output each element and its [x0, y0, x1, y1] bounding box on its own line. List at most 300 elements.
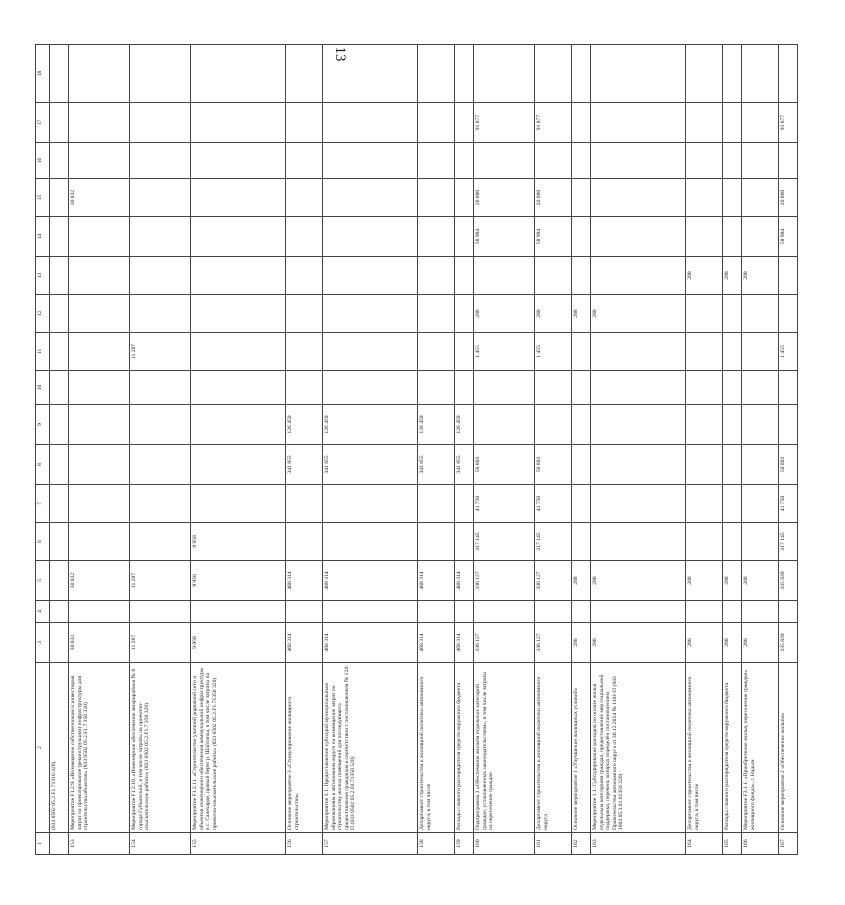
value-cell	[69, 523, 130, 561]
value-cell	[455, 179, 474, 217]
value-cell	[323, 143, 418, 179]
row-number-cell: 165	[723, 833, 742, 855]
value-cell: 288	[686, 257, 723, 295]
row-name-cell: Основное мероприятие 1 «Улучшение жилищных условий»	[572, 663, 591, 833]
table-row	[742, 45, 779, 855]
row-number-cell: 160	[474, 833, 535, 855]
value-cell	[572, 179, 591, 217]
value-cell	[191, 143, 286, 179]
value-cell	[779, 601, 798, 623]
value-cell	[686, 295, 723, 333]
value-cell	[191, 103, 286, 143]
value-cell	[50, 485, 69, 523]
table-row	[591, 45, 686, 855]
row-number-cell: 155	[191, 833, 286, 855]
value-cell	[742, 103, 779, 143]
value-cell	[50, 601, 69, 623]
value-cell	[130, 257, 191, 295]
value-cell	[418, 257, 455, 295]
value-cell	[191, 601, 286, 623]
value-cell: 288	[591, 623, 686, 663]
table-row	[572, 45, 591, 855]
value-cell	[50, 103, 69, 143]
value-cell	[535, 45, 572, 103]
value-cell	[474, 45, 535, 103]
value-cell: 288	[723, 561, 742, 601]
value-cell	[418, 485, 455, 523]
value-cell	[591, 45, 686, 103]
value-cell	[686, 333, 723, 371]
value-cell	[455, 371, 474, 405]
value-cell	[286, 371, 323, 405]
value-cell	[455, 45, 474, 103]
value-cell	[591, 485, 686, 523]
value-cell: 288	[723, 623, 742, 663]
value-cell	[323, 371, 418, 405]
value-cell: 468 314	[418, 623, 455, 663]
value-cell	[323, 257, 418, 295]
value-cell: 336 127	[474, 561, 535, 601]
value-cell: 288	[535, 295, 572, 333]
column-header: 10	[36, 371, 50, 405]
value-cell	[191, 371, 286, 405]
value-cell	[591, 523, 686, 561]
value-cell	[742, 445, 779, 485]
value-cell: 58 984	[474, 217, 535, 257]
table-row	[474, 45, 535, 855]
page-number: 13	[332, 46, 348, 62]
value-cell	[323, 333, 418, 371]
value-cell	[50, 333, 69, 371]
column-header: 16	[36, 143, 50, 179]
column-header: 1	[36, 833, 50, 855]
value-cell	[572, 103, 591, 143]
row-name-cell: Мероприятие F1.2.10. «Инженерное обеспечение микрорайона № 8 города Губкинский, в том числе затраты на проектно-изыскательские работы» (833 0502 05.2.F1.7 350 320)	[130, 663, 191, 833]
value-cell	[591, 179, 686, 217]
row-name-cell: Расходы главного распорядителя средств окружного бюджета	[723, 663, 742, 833]
table-row	[686, 45, 723, 855]
value-cell: 50 003	[535, 445, 572, 485]
column-header: 11	[36, 333, 50, 371]
row-number-cell: 153	[69, 833, 130, 855]
value-cell	[591, 371, 686, 405]
value-cell	[323, 217, 418, 257]
value-cell	[418, 103, 455, 143]
value-cell: 1 455	[535, 333, 572, 371]
value-cell	[50, 445, 69, 485]
value-cell: 58 984	[535, 217, 572, 257]
value-cell	[572, 45, 591, 103]
value-cell	[130, 523, 191, 561]
value-cell	[723, 45, 742, 103]
value-cell	[742, 143, 779, 179]
value-cell	[191, 333, 286, 371]
value-cell	[572, 485, 591, 523]
value-cell: 341 855	[418, 445, 455, 485]
table-row	[50, 45, 69, 855]
value-cell	[535, 371, 572, 405]
value-cell	[474, 143, 535, 179]
row-name-cell: Мероприятие F1.2.9. «Возмещение собственникам и инвесторам затрат на проектирование (реконструкцию) инфраструктуры для строительства объектов» (833 0502 05.2.F1.7 350 320)	[69, 663, 130, 833]
value-cell: 335 839	[779, 623, 798, 663]
value-cell	[286, 217, 323, 257]
value-cell: 126 459	[286, 405, 323, 445]
value-cell	[130, 217, 191, 257]
value-cell	[455, 295, 474, 333]
value-cell	[286, 45, 323, 103]
value-cell	[50, 561, 69, 601]
value-cell	[572, 523, 591, 561]
column-header: 13	[36, 257, 50, 295]
value-cell	[535, 143, 572, 179]
value-cell	[455, 217, 474, 257]
column-header: 7	[36, 485, 50, 523]
value-cell	[742, 179, 779, 217]
value-cell	[474, 371, 535, 405]
value-cell	[130, 371, 191, 405]
table-frame	[35, 45, 845, 848]
row-name-cell: Подпрограмма 3 «Обеспечение жильём отдельных категорий граждан, установленных законодательством», в том числе затраты на переселение граждан	[474, 663, 535, 833]
value-cell	[779, 143, 798, 179]
value-cell	[742, 295, 779, 333]
value-cell	[779, 45, 798, 103]
value-cell	[591, 405, 686, 445]
row-name-cell: Департамент строительства и жилищной политики автономного округа, в том числе	[418, 663, 455, 833]
table-row	[723, 45, 742, 855]
value-cell: 9 958	[191, 561, 286, 601]
value-cell: 91 877	[535, 103, 572, 143]
column-header: 5	[36, 561, 50, 601]
value-cell	[69, 445, 130, 485]
value-cell	[323, 179, 418, 217]
value-cell: 20 000	[535, 179, 572, 217]
column-header: 17	[36, 103, 50, 143]
value-cell: 317 145	[779, 523, 798, 561]
value-cell	[286, 601, 323, 623]
value-cell: 50 003	[474, 445, 535, 485]
value-cell	[742, 217, 779, 257]
value-cell	[130, 45, 191, 103]
value-cell: 288	[686, 561, 723, 601]
value-cell	[686, 445, 723, 485]
value-cell: 30 832	[69, 561, 130, 601]
column-header: 3	[36, 623, 50, 663]
value-cell	[69, 295, 130, 333]
table-row	[286, 45, 323, 855]
value-cell	[418, 601, 455, 623]
value-cell: 288	[474, 295, 535, 333]
value-cell	[455, 103, 474, 143]
value-cell	[742, 371, 779, 405]
row-name-cell: (833 0502 05.2.F1.71310 320)	[50, 663, 69, 833]
value-cell	[455, 485, 474, 523]
table-row	[418, 45, 455, 855]
value-cell	[686, 179, 723, 217]
value-cell	[455, 143, 474, 179]
row-name-cell: Мероприятие F1.2.11. «Строительство уличной дорожной сети и объектов инженерного обеспечения коммунальной инфраструктуры в с. Салехарде, правый берег р. Шайтанка, в том числе затраты на проектно-изыскательские работы» (833 0502 05.2.F1.71350 320)	[191, 663, 286, 833]
value-cell	[742, 523, 779, 561]
value-cell	[686, 143, 723, 179]
value-cell	[50, 405, 69, 445]
rotated-table-wrapper	[35, 45, 786, 855]
row-name-cell: Мероприятие 1.1. Субсидирование расходов по оплате жилья отдельным категориям граждан, предоставление мер социальной поддержки, перечень которых определён постановлением Правительства автономного округа от 30.12.2014 № 1101-П (833 1003 05.3.01.61350 320)	[591, 663, 686, 833]
table-row	[191, 45, 286, 855]
value-cell	[723, 333, 742, 371]
value-cell	[535, 257, 572, 295]
value-cell	[591, 257, 686, 295]
value-cell	[418, 523, 455, 561]
value-cell	[191, 179, 286, 217]
value-cell	[723, 523, 742, 561]
value-cell	[418, 295, 455, 333]
value-cell	[130, 405, 191, 445]
table-row	[455, 45, 474, 855]
value-cell	[591, 217, 686, 257]
value-cell: 317 145	[474, 523, 535, 561]
value-cell: 20 000	[474, 179, 535, 217]
row-name-cell: Основное мероприятие 2 «Обеспечение жильём»	[779, 663, 798, 833]
budget-table	[35, 44, 798, 855]
value-cell	[69, 45, 130, 103]
value-cell: 288	[742, 561, 779, 601]
value-cell	[191, 45, 286, 103]
value-cell	[418, 371, 455, 405]
value-cell	[191, 485, 286, 523]
value-cell	[572, 257, 591, 295]
row-name-cell: Мероприятие F3.1.1. «Приобретение жилья, переселение граждан» жилищного фонда», г. Надым	[742, 663, 779, 833]
value-cell	[323, 45, 418, 103]
value-cell	[50, 371, 69, 405]
value-cell	[591, 103, 686, 143]
value-cell: 126 459	[418, 405, 455, 445]
value-cell	[130, 179, 191, 217]
table-body	[50, 45, 798, 855]
value-cell	[191, 257, 286, 295]
value-cell	[723, 217, 742, 257]
value-cell	[50, 143, 69, 179]
row-name-cell: Мероприятие 3.1. Предоставление субсидий муниципальным образованиям в автономном округе на возмещение затрат по строительству жилых помещений для последующего предоставления гражданам в соответствии с постановлением № 124-П (833 0502 05.2.03.71350 520)	[323, 663, 418, 833]
value-cell: 288	[686, 623, 723, 663]
value-cell: 1 455	[779, 333, 798, 371]
value-cell: 58 984	[779, 217, 798, 257]
value-cell: 288	[723, 257, 742, 295]
value-cell	[69, 103, 130, 143]
column-header: 8	[36, 445, 50, 485]
value-cell	[130, 485, 191, 523]
value-cell	[779, 257, 798, 295]
value-cell: 288	[742, 257, 779, 295]
value-cell: 317 145	[535, 523, 572, 561]
value-cell	[572, 371, 591, 405]
value-cell	[418, 179, 455, 217]
value-cell	[742, 485, 779, 523]
row-name-cell: Расходы главного распорядителя средств окружного бюджета	[455, 663, 474, 833]
value-cell: 341 855	[455, 445, 474, 485]
value-cell	[323, 295, 418, 333]
column-header: 18	[36, 45, 50, 103]
value-cell	[418, 45, 455, 103]
value-cell: 336 127	[535, 623, 572, 663]
value-cell: 288	[591, 295, 686, 333]
value-cell	[455, 601, 474, 623]
value-cell	[723, 143, 742, 179]
value-cell	[69, 601, 130, 623]
column-header: 12	[36, 295, 50, 333]
value-cell: 41 750	[779, 485, 798, 523]
value-cell	[591, 445, 686, 485]
row-number-cell	[50, 833, 69, 855]
value-cell: 20 000	[779, 179, 798, 217]
value-cell	[286, 295, 323, 333]
value-cell: 468 314	[455, 561, 474, 601]
value-cell	[686, 371, 723, 405]
value-cell	[686, 485, 723, 523]
value-cell: 341 855	[323, 445, 418, 485]
value-cell: 341 855	[286, 445, 323, 485]
value-cell	[686, 45, 723, 103]
column-header: 9	[36, 405, 50, 445]
table-row	[130, 45, 191, 855]
value-cell: 468 314	[418, 561, 455, 601]
value-cell	[50, 217, 69, 257]
value-cell	[286, 179, 323, 217]
value-cell	[572, 601, 591, 623]
value-cell	[474, 257, 535, 295]
value-cell	[455, 523, 474, 561]
value-cell	[130, 295, 191, 333]
value-cell: 11 287	[130, 333, 191, 371]
column-header: 14	[36, 217, 50, 257]
table-row	[69, 45, 130, 855]
value-cell	[572, 143, 591, 179]
value-cell	[286, 103, 323, 143]
table-row	[779, 45, 798, 855]
value-cell	[69, 143, 130, 179]
table-header-row	[36, 45, 50, 855]
value-cell: 288	[572, 561, 591, 601]
value-cell	[723, 179, 742, 217]
row-number-cell: 154	[130, 833, 191, 855]
value-cell	[286, 333, 323, 371]
value-cell	[323, 523, 418, 561]
value-cell	[474, 601, 535, 623]
value-cell: 91 877	[779, 103, 798, 143]
column-header: 15	[36, 179, 50, 217]
value-cell	[50, 295, 69, 333]
value-cell	[323, 103, 418, 143]
value-cell	[130, 445, 191, 485]
value-cell	[323, 601, 418, 623]
value-cell: 91 877	[474, 103, 535, 143]
value-cell: 468 314	[323, 623, 418, 663]
value-cell	[50, 45, 69, 103]
value-cell: 288	[591, 561, 686, 601]
value-cell	[742, 45, 779, 103]
value-cell	[455, 333, 474, 371]
value-cell	[50, 257, 69, 295]
value-cell	[723, 445, 742, 485]
row-number-cell: 158	[418, 833, 455, 855]
value-cell	[591, 333, 686, 371]
row-number-cell: 161	[535, 833, 572, 855]
value-cell	[286, 257, 323, 295]
column-header: 2	[36, 663, 50, 833]
value-cell: 50 003	[779, 445, 798, 485]
value-cell: 336 127	[535, 561, 572, 601]
value-cell	[686, 523, 723, 561]
value-cell: 288	[742, 623, 779, 663]
value-cell	[572, 217, 591, 257]
value-cell	[191, 217, 286, 257]
value-cell	[723, 601, 742, 623]
value-cell: 41 750	[535, 485, 572, 523]
value-cell: 468 314	[323, 561, 418, 601]
value-cell	[779, 371, 798, 405]
value-cell: 9 958	[191, 623, 286, 663]
value-cell: 288	[572, 623, 591, 663]
value-cell	[572, 405, 591, 445]
value-cell: 468 314	[286, 623, 323, 663]
value-cell: 9 958	[191, 523, 286, 561]
column-header: 4	[36, 601, 50, 623]
value-cell	[535, 601, 572, 623]
value-cell	[191, 405, 286, 445]
value-cell	[69, 257, 130, 295]
value-cell	[286, 143, 323, 179]
row-number-cell: 164	[686, 833, 723, 855]
value-cell	[286, 485, 323, 523]
row-name-cell: Департамент строительства и жилищной политики автономного округа, в том числе	[686, 663, 723, 833]
value-cell	[191, 295, 286, 333]
row-number-cell: 159	[455, 833, 474, 855]
value-cell	[686, 103, 723, 143]
row-number-cell: 162	[572, 833, 591, 855]
value-cell	[474, 405, 535, 445]
value-cell	[686, 405, 723, 445]
value-cell	[69, 217, 130, 257]
value-cell	[572, 333, 591, 371]
value-cell	[50, 523, 69, 561]
table-row	[535, 45, 572, 855]
value-cell	[591, 143, 686, 179]
value-cell	[723, 371, 742, 405]
value-cell	[723, 103, 742, 143]
value-cell: 30 832	[69, 179, 130, 217]
row-number-cell: 156	[286, 833, 323, 855]
value-cell	[69, 371, 130, 405]
column-header: 6	[36, 523, 50, 561]
value-cell: 468 314	[286, 561, 323, 601]
value-cell: 126 459	[455, 405, 474, 445]
value-cell	[686, 601, 723, 623]
row-number-cell: 157	[323, 833, 418, 855]
value-cell	[455, 257, 474, 295]
value-cell: 41 750	[474, 485, 535, 523]
value-cell	[723, 485, 742, 523]
value-cell: 336 127	[474, 623, 535, 663]
value-cell	[130, 143, 191, 179]
value-cell	[323, 485, 418, 523]
value-cell	[723, 405, 742, 445]
value-cell: 288	[572, 295, 591, 333]
value-cell	[69, 485, 130, 523]
value-cell	[535, 405, 572, 445]
row-name-cell: Основное мероприятие 3 «Стимулирование жилищного строительства»	[286, 663, 323, 833]
value-cell	[779, 295, 798, 333]
value-cell	[418, 217, 455, 257]
value-cell	[723, 295, 742, 333]
value-cell	[742, 333, 779, 371]
